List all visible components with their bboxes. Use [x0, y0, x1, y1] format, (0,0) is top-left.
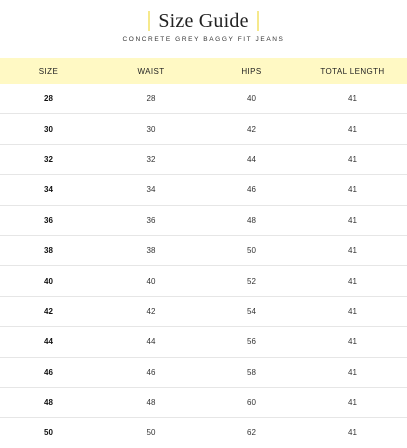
cell-total-length: 41	[298, 387, 407, 417]
cell-total-length: 41	[298, 235, 407, 265]
cell-total-length: 41	[348, 428, 357, 438]
cell-waist: 40	[97, 266, 205, 296]
cell-size: 42	[0, 296, 97, 326]
cell-total-length: 41	[298, 114, 407, 144]
table-row	[0, 205, 407, 235]
cell-total-length: 41	[298, 296, 407, 326]
table-row	[0, 114, 407, 144]
column-header-hips: HIPS	[205, 58, 298, 84]
cell-size: 40	[0, 266, 97, 296]
cell-size: 34	[0, 175, 97, 205]
cell-size: 48	[0, 387, 97, 417]
table-row	[0, 387, 407, 417]
column-header-waist: WAIST	[97, 58, 205, 84]
column-header-size: SIZE	[0, 58, 97, 84]
cell-hips: 46	[205, 175, 298, 205]
cell-hips: 62	[247, 428, 256, 438]
table-row	[0, 175, 407, 205]
page-title: Size Guide	[158, 9, 249, 32]
cell-hips: 58	[205, 357, 298, 387]
table-row	[0, 235, 407, 265]
cell-waist: 42	[97, 296, 205, 326]
cell-hips: 60	[205, 387, 298, 417]
cell-waist: 34	[97, 175, 205, 205]
cell-total-length: 41	[298, 84, 407, 114]
cell-waist: 44	[97, 327, 205, 357]
cell-hips: 40	[205, 84, 298, 114]
cell-size: 50	[44, 428, 53, 438]
cell-total-length: 41	[298, 327, 407, 357]
cell-waist: 38	[97, 235, 205, 265]
cell-waist: 48	[97, 387, 205, 417]
cell-waist: 32	[97, 144, 205, 174]
cell-waist: 50	[146, 428, 156, 438]
title-block	[0, 6, 407, 36]
cell-hips: 48	[205, 205, 298, 235]
table-row	[0, 266, 407, 296]
cell-waist: 30	[97, 114, 205, 144]
cell-size: 38	[0, 235, 97, 265]
table-row	[0, 84, 407, 114]
title-right-bar	[257, 11, 259, 31]
title-left-bar	[148, 11, 150, 31]
size-table	[0, 58, 407, 448]
cell-hips: 50	[205, 235, 298, 265]
cell-total-length: 41	[298, 144, 407, 174]
table-row	[0, 296, 407, 326]
cell-hips: 42	[205, 114, 298, 144]
table-header-row	[0, 58, 407, 84]
column-header-total-length: TOTAL LENGTH	[298, 58, 407, 84]
table-row	[0, 357, 407, 387]
table-row	[0, 144, 407, 174]
cell-size: 36	[0, 205, 97, 235]
cell-hips: 44	[205, 144, 298, 174]
table-row	[0, 418, 407, 448]
cell-total-length: 41	[298, 357, 407, 387]
cell-total-length: 41	[298, 175, 407, 205]
cell-size: 30	[0, 114, 97, 144]
cell-hips: 52	[205, 266, 298, 296]
cell-hips: 54	[205, 296, 298, 326]
product-subtitle: CONCRETE GREY BAGGY FIT JEANS	[122, 36, 285, 43]
cell-waist: 28	[97, 84, 205, 114]
cell-waist: 36	[97, 205, 205, 235]
cell-total-length: 41	[298, 205, 407, 235]
cell-size: 44	[0, 327, 97, 357]
cell-hips: 56	[205, 327, 298, 357]
cell-waist: 46	[97, 357, 205, 387]
table-body	[0, 84, 407, 448]
cell-size: 28	[0, 84, 97, 114]
cell-size: 32	[0, 144, 97, 174]
table-row	[0, 327, 407, 357]
cell-size: 46	[0, 357, 97, 387]
cell-total-length: 41	[298, 266, 407, 296]
